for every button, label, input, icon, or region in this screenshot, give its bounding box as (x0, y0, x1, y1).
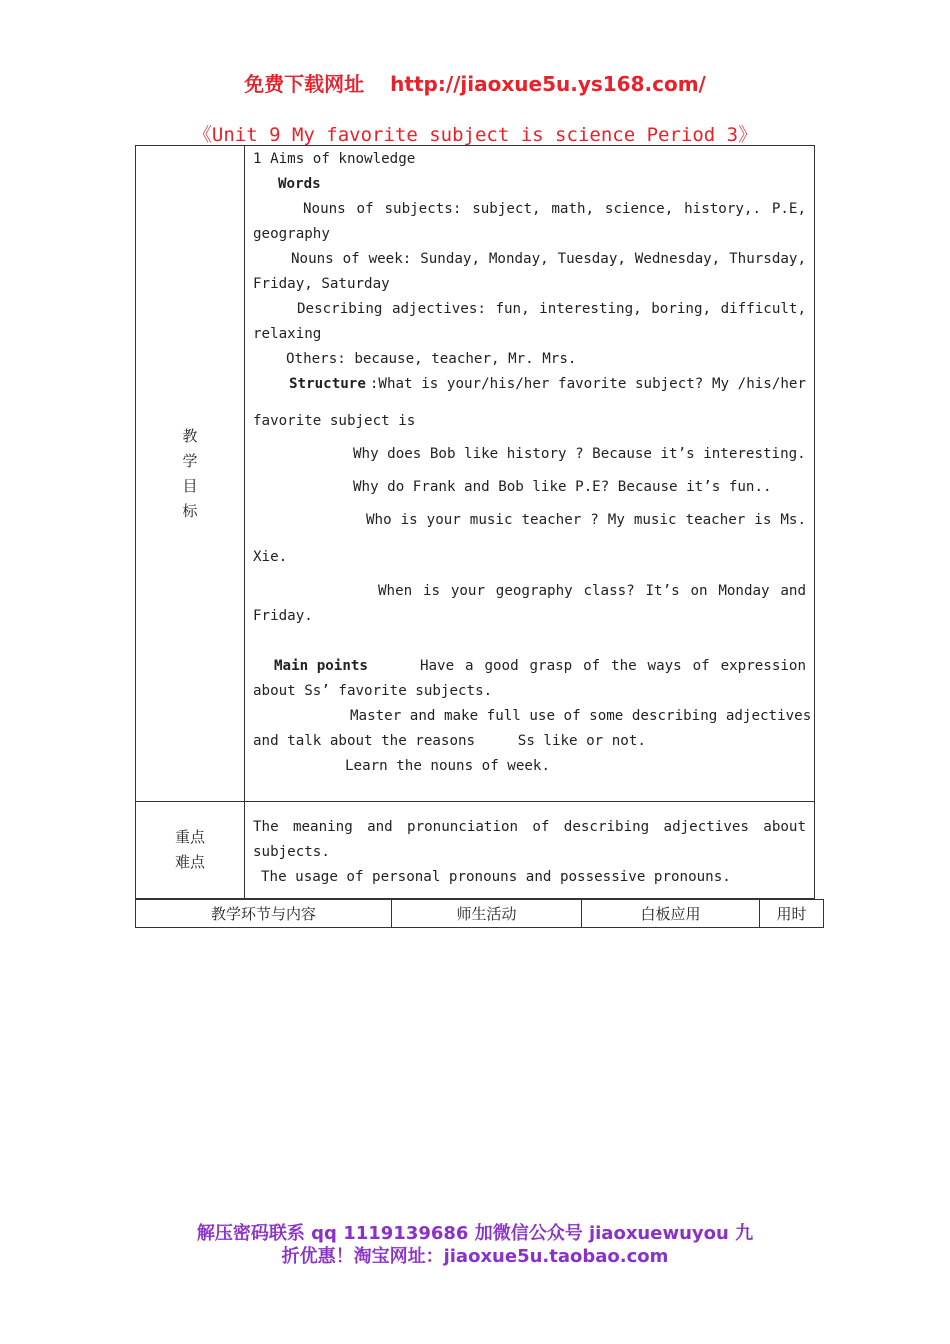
lesson-plan-table (135, 145, 815, 899)
adjectives-line1: Describing adjectives: fun, interesting, boring, difficult, (297, 301, 806, 317)
key-points-label: 重点 (174, 828, 205, 846)
aims-content-cell (245, 146, 815, 802)
structure-line1 (289, 376, 806, 392)
key-points-line2: subjects. (253, 844, 330, 860)
adjectives-line2: relaxing (253, 326, 322, 342)
example-line3a: Who is your music teacher ? My music teacher is Ms. (366, 512, 806, 528)
column-header-content: 教学环节与内容 (136, 900, 392, 928)
nouns-week-line1: Nouns of week: Sunday, Monday, Tuesday, Wednesday, Thursday, (291, 251, 806, 267)
aims-heading: 1 Aims of knowledge (253, 151, 416, 167)
main-points-line1 (274, 658, 806, 674)
key-points-content-cell (245, 802, 815, 899)
nouns-subjects-line2: geography (253, 226, 330, 242)
key-points-label-cell (136, 802, 245, 899)
key-points-line3: The usage of personal pronouns and possessive pronouns. (261, 869, 731, 885)
teaching-process-header-row (135, 899, 824, 928)
column-header-whiteboard: 白板应用 (582, 900, 760, 928)
example-line2: Why do Frank and Bob like P.E? Because it’s fun.. (353, 479, 772, 495)
promo-line2: 折优惠！淘宝网址：jiaoxue5u.taobao.com (281, 1246, 669, 1267)
aims-label-char: 目 (182, 476, 198, 495)
download-label: 免费下载网址 (244, 72, 365, 96)
document-title: 《Unit 9 My favorite subject is science Period 3》 (192, 124, 758, 146)
download-url-link[interactable]: http://jiaoxue5u.ys168.com/ (390, 72, 706, 96)
aims-label-char: 教 (182, 426, 198, 445)
main-points-label: Main points (274, 658, 368, 674)
structure-label: Structure (289, 376, 366, 392)
nouns-week-line2: Friday, Saturday (253, 276, 390, 292)
main-points-line2: about Ss’ favorite subjects. (253, 683, 493, 699)
key-points-line1: The meaning and pronunciation of describing adjectives about (253, 819, 806, 835)
column-header-time: 用时 (760, 900, 824, 928)
learn-line: Learn the nouns of week. (345, 758, 550, 774)
words-label: Words (278, 176, 321, 192)
nouns-subjects-line1: Nouns of subjects: subject, math, science, history,. P.E, (303, 201, 806, 217)
example-line3b: Xie. (253, 549, 288, 565)
master-line2: and talk about the reasons Ss like or not. (253, 733, 646, 749)
example-line1: Why does Bob like history ? Because it’s interesting. (353, 446, 806, 462)
column-header-activities: 师生活动 (392, 900, 582, 928)
aims-label-char: 学 (182, 451, 198, 470)
download-header (0, 68, 950, 97)
example-line4a: When is your geography class? It’s on Monday and (378, 583, 806, 599)
structure-line2: favorite subject is (253, 413, 416, 429)
structure-text: :What is your/his/her favorite subject? My /his/her (369, 376, 806, 392)
others-line: Others: because, teacher, Mr. Mrs. (286, 351, 577, 367)
aims-label-char: 标 (182, 501, 198, 520)
promo-line1: 解压密码联系 qq 1119139686 加微信公众号 jiaoxuewuyou 九 (196, 1223, 754, 1244)
main-points-text: Have a good grasp of the ways of expression (419, 658, 806, 674)
master-line1: Master and make full use of some describing adjectives (350, 708, 812, 724)
aims-label-cell (136, 146, 245, 802)
difficult-points-label: 难点 (174, 853, 205, 871)
example-line4b: Friday. (253, 608, 313, 624)
